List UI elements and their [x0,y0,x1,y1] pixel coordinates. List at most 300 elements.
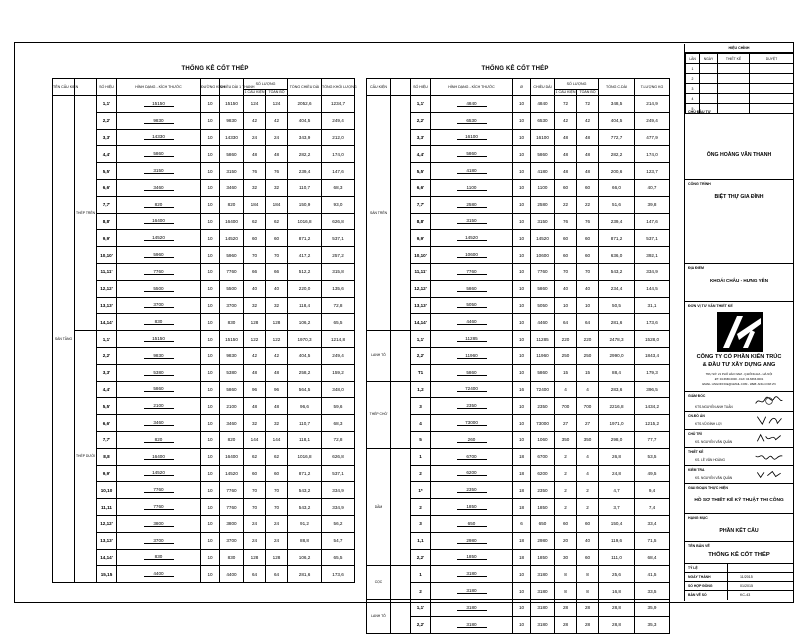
cell: 10 [513,566,531,583]
cell: 18 [513,448,531,465]
table-row [53,431,355,448]
project-label: CÔNG TRÌNH [688,182,711,186]
bar-shape-length: 3150 [457,218,487,224]
col-header: 1 CẤU KIỆN [555,90,576,94]
cell: 22 [555,196,577,213]
table-row [53,549,355,566]
cell: 281,6 [288,566,322,583]
signature-role: KIỂM TRA [688,468,705,472]
cell: 10 [201,515,220,532]
cell: 10 [513,179,531,196]
bar-mark: 10,10' [97,247,117,264]
bar-mark: 12,12' [411,280,431,297]
cell: 10 [201,331,220,348]
cell: 2580 [531,196,555,213]
company-name-line2: & ĐẦU TƯ XÂY DỰNG ANG [702,362,776,368]
cell: 10 [201,482,220,499]
cell: 35,3 [635,616,670,633]
table-row [367,532,670,549]
bar-mark: 4,4' [411,146,431,163]
bar-shape-length: 3460 [144,185,174,191]
cell: 173,6 [322,566,355,583]
col-header: CHIỀU DÀI [531,79,555,96]
cell: 77,7 [635,431,670,448]
phase-label: GIAI ĐOẠN THỰC HIỆN [688,486,728,490]
bar-shape [117,566,201,583]
table-row [367,112,670,129]
cell: 16400 [220,213,244,230]
company-info: TRỤ SỞ: 21 PHỐ HÀO NAM - Q.ĐỐNG ĐA - HÀ NỘI [705,372,773,376]
table-row [367,549,670,566]
cell: 40 [577,280,599,297]
cell: 60 [266,230,288,247]
bar-mark: 14,14' [97,549,117,566]
table-row [53,465,355,482]
cell: 249,4 [635,112,670,129]
signature-icon [751,469,787,479]
cell: 18 [513,465,531,482]
bar-mark: 1 [411,566,431,583]
cell: 3150 [220,163,244,180]
group-label: CỌC [367,566,391,600]
owner-section [685,108,793,180]
cell: 68,3 [322,179,355,196]
cell: 3460 [220,179,244,196]
bar-shape-length: 14330 [144,134,174,140]
bar-shape-length: 820 [144,437,174,443]
cell: 26,8 [599,448,635,465]
group-label: SÀN TRÊN [367,96,391,331]
revision-title: HIỆU CHỈNH [728,46,750,50]
drawing-name-section [685,542,793,564]
cell: 1060 [531,431,555,448]
bar-shape-length: 72400 [457,386,487,392]
cell: 10 [201,314,220,331]
signature-name: KS. NGUYỄN VĂN QUÂN [695,476,733,480]
bar-shape [117,465,201,482]
cell: 72,8 [322,431,355,448]
cell: 18 [513,549,531,566]
cell: 830 [220,549,244,566]
revision-header: LẦN [686,54,700,64]
cell: 7760 [220,499,244,516]
col-header: SỐ HIỆU [97,79,117,96]
cell: 70 [555,263,577,280]
cell: 15 [577,364,599,381]
bar-mark: 13,13' [97,532,117,549]
col-header: T.LƯỢNG KG [635,79,670,96]
cell: 73000 [531,415,555,432]
bar-mark: 5,5' [97,398,117,415]
bar-mark: 8,8' [411,213,431,230]
cell: 3800 [220,515,244,532]
cell: 4400 [220,566,244,583]
col-header: 1 CẤU KIỆN [244,90,265,94]
col-header: SỐ LƯỢNG [244,79,288,90]
bar-mark: 1,1' [411,96,431,113]
bar-shape-length: 260 [457,437,487,443]
cell: 42 [244,112,266,129]
cell: 543,2 [599,263,635,280]
cell: 537,1 [322,465,355,482]
bar-shape-length: 14520 [144,235,174,241]
table-row [53,263,355,280]
bar-shape [117,364,201,381]
bar-shape-length: 4840 [457,101,487,107]
cell: 8 [577,583,599,600]
cell: 820 [220,431,244,448]
cell: 16 [513,381,531,398]
cell: 24,8 [599,465,635,482]
cell: 2 [577,499,599,516]
cell: 10 [201,129,220,146]
revision-header: THIẾT KẾ [718,54,750,64]
cell: 3180 [531,566,555,583]
revision-number: 2 [686,74,700,84]
cell: 33,4 [635,515,670,532]
cell: 10 [513,112,531,129]
cell: 72 [577,96,599,113]
cell: 3460 [220,415,244,432]
cell: 48 [266,398,288,415]
bar-shape-length: 3460 [144,420,174,426]
contract-label: SỐ HỢP ĐỒNG [688,584,713,588]
cell: 60 [244,230,266,247]
table-row [367,566,670,583]
bar-shape-length: 4400 [144,571,174,577]
cell: 239,4 [288,163,322,180]
cell: 7760 [220,482,244,499]
cell: 537,1 [322,230,355,247]
bar-mark: 1,1' [411,331,431,348]
cell: 122 [266,331,288,348]
bar-shape [431,465,513,482]
bar-mark: 5 [411,431,431,448]
bar-shape-length: 9830 [144,353,174,359]
cell: 200,6 [599,163,635,180]
bar-shape-length: 5860 [144,151,174,157]
cell: 417,2 [288,247,322,264]
cell: 76 [555,213,577,230]
bar-shape-length: 11285 [457,336,487,342]
cell: 220,0 [288,280,322,297]
cell: 8 [555,583,577,600]
company-name-line1: CÔNG TY CỔ PHẦN KIẾN TRÚC [696,354,782,360]
table-row [53,381,355,398]
cell: 40 [555,280,577,297]
cell: 91,2 [288,515,322,532]
cell: 184 [266,196,288,213]
cell: 4 [577,465,599,482]
col-header: TỔNG CHIỀU DÀI [288,79,322,96]
bar-shape [431,364,513,381]
cell: 700 [577,398,599,415]
table-row [367,398,670,415]
signature-icon [751,451,787,461]
cell: 76 [266,163,288,180]
cell: 70 [266,499,288,516]
bar-shape [117,112,201,129]
cell: 62 [244,213,266,230]
bar-shape [431,331,513,348]
cell: 2 [555,482,577,499]
bar-shape-length: 4180 [457,168,487,174]
bar-mark: 2 [411,583,431,600]
table-row [367,599,670,616]
cell: 2990,0 [599,347,635,364]
owner-name: ÔNG HOÀNG VĂN THANH [706,152,772,158]
cell: 1528,0 [635,331,670,348]
cell: 2350 [531,482,555,499]
cell: 24 [266,129,288,146]
cell: 59,6 [322,398,355,415]
phase-name: HỒ SƠ THIẾT KẾ KỸ THUẬT THI CÔNG [694,498,784,503]
table-row [367,347,670,364]
cell: 1850 [531,499,555,516]
cell: 2100 [220,398,244,415]
table-row [367,247,670,264]
cell: 6 [513,515,531,532]
cell: 56,2 [322,515,355,532]
cell: 122 [244,331,266,348]
bar-shape [431,263,513,280]
revision-number: 5 [686,104,700,114]
bar-mark: 7,7' [411,196,431,213]
bar-mark: 12,12' [97,515,117,532]
bar-shape-length: 73000 [457,420,487,426]
bar-shape [431,146,513,163]
cell: 343,9 [288,129,322,146]
cell: 144 [266,431,288,448]
sheet-row [685,591,793,600]
cell: 76 [244,163,266,180]
bar-shape [431,499,513,516]
signature-row [685,466,793,484]
bar-mark: 13,13' [97,297,117,314]
bar-shape [431,314,513,331]
bar-shape-length: 650 [457,521,487,527]
signature-role: GIÁM ĐỐC [688,394,706,398]
signature-name: KS. NGUYỄN VĂN QUÂN [695,440,733,444]
signature-name: KTS.NGUYỄN ANH TUẤN [695,405,733,409]
cell: 10 [201,566,220,583]
signature-row [685,392,793,412]
cell: 10 [201,398,220,415]
bar-shape-length: 15150 [144,336,174,342]
cell: 128 [266,549,288,566]
cell: 10 [513,599,531,616]
cell: 150,4 [599,515,635,532]
cell: 159,2 [322,364,355,381]
bar-mark: 15,15 [97,566,117,583]
bar-shape-length: 1100 [457,185,487,191]
cell: 10 [513,213,531,230]
cell: 404,5 [288,347,322,364]
cell: 65,5 [322,549,355,566]
cell: 22 [577,196,599,213]
cell: 5860 [220,146,244,163]
cell: 2980 [531,532,555,549]
cell: 42 [577,112,599,129]
table-row [53,179,355,196]
group-label: LANH TÔ [367,331,391,381]
cell: 10 [513,146,531,163]
cell: 42 [266,347,288,364]
bar-shape-length: 5860 [144,386,174,392]
cell: 10 [555,297,577,314]
cell: 1970,3 [288,331,322,348]
cell: 700 [555,398,577,415]
cell: 88,4 [599,364,635,381]
cell: 564,5 [288,381,322,398]
cell: 48 [577,146,599,163]
cell: 10 [513,347,531,364]
cell: 135,6 [322,280,355,297]
cell: 64 [244,566,266,583]
col-header: TOÀN BỘ [577,90,599,96]
bar-shape-length: 3180 [457,588,487,594]
bar-shape-length: 2980 [457,538,487,544]
cell: 5380 [220,364,244,381]
table-row [53,347,355,364]
bar-shape-length: 16100 [457,134,487,140]
cell: 42 [266,112,288,129]
table-row [53,96,355,113]
cell: 10 [201,263,220,280]
cell: 10 [513,263,531,280]
cell: 10 [513,129,531,146]
cell: 48 [244,146,266,163]
bar-shape-length: 2350 [457,403,487,409]
cell: 40 [577,532,599,549]
bar-mark: 5,5' [411,163,431,180]
cell: 48 [577,163,599,180]
bar-mark: 3 [411,398,431,415]
bar-shape [117,431,201,448]
table-row [367,431,670,448]
date-label: NGÀY THÀNH [688,575,711,579]
cell: 24 [266,515,288,532]
cell: 626,8 [322,213,355,230]
cell: 60 [266,465,288,482]
cell: 15 [555,364,577,381]
cell: 2 [577,482,599,499]
col-header: TOÀN BỘ [266,90,288,96]
cell: 10 [577,297,599,314]
cell: 315,8 [322,263,355,280]
cell: 3180 [531,583,555,600]
cell: 5860 [531,364,555,381]
cell: 124 [244,96,266,113]
cell: 48 [555,129,577,146]
bar-shape [117,146,201,163]
bar-shape [117,129,201,146]
bar-shape [431,163,513,180]
bar-mark: 7,7' [97,196,117,213]
owner-label: CHỦ ĐẦU TƯ [688,110,711,114]
bar-mark: 11,11' [411,263,431,280]
cell: 6200 [531,465,555,482]
cell: 772,7 [599,129,635,146]
table-row [53,230,355,247]
drawing-name: THỐNG KÊ CỐT THÉP [708,552,770,558]
left-steel-table [52,78,355,583]
cell: 15150 [220,96,244,113]
cell: 3,7 [599,499,635,516]
cell: 4 [577,448,599,465]
cell: 15150 [220,331,244,348]
bar-shape [117,263,201,280]
bar-shape-length: 7760 [144,487,174,493]
cell: 10 [201,297,220,314]
bar-shape [117,297,201,314]
cell: 66,0 [599,179,635,196]
cell: 64 [266,566,288,583]
table-row [53,196,355,213]
table-row [367,96,670,113]
bar-shape [117,398,201,415]
col-header: CẤU KIỆN [367,79,391,96]
bar-shape-length: 5500 [144,286,174,292]
cell: 9,4 [635,482,670,499]
cell: 147,6 [635,213,670,230]
right-steel-table [366,78,670,634]
bar-shape-length: 3700 [144,302,174,308]
date-row [685,573,793,582]
cell: 60 [555,230,577,247]
bar-mark: 7,7' [97,431,117,448]
cell: 10 [201,465,220,482]
group-label: DẦM [367,448,391,566]
bar-shape-length: 3180 [457,622,487,628]
cell: 128 [244,314,266,331]
bar-shape-length: 5860 [457,151,487,157]
cell: 8 [555,566,577,583]
cell: 33,5 [635,583,670,600]
cell: 10 [201,179,220,196]
cell: 1434,2 [635,398,670,415]
scale-row [685,564,793,573]
cell: 28 [577,616,599,633]
signature-row [685,412,793,430]
bar-mark: 2 [411,499,431,516]
cell: 6700 [531,448,555,465]
table-row [367,230,670,247]
cell: 820 [220,196,244,213]
bar-shape-length: 11960 [457,353,487,359]
cell: 62 [266,448,288,465]
table-row [53,129,355,146]
cell: 28,8 [599,616,635,633]
bar-shape [431,431,513,448]
cell: 31,1 [635,297,670,314]
table-row [367,381,670,398]
cell: 88,8 [288,532,322,549]
bar-shape [431,129,513,146]
cell: 60 [555,247,577,264]
cell: 10 [201,549,220,566]
bar-shape [431,583,513,600]
cell: 5050 [531,297,555,314]
bar-shape-length: 15150 [144,101,174,107]
cell: 147,6 [322,163,355,180]
cell: 10 [201,96,220,113]
bar-shape-length: 3180 [457,571,487,577]
cell: 2 [555,499,577,516]
signature-name: KS. LÊ VĂN HOÀNG [695,458,725,462]
title-block [684,44,793,601]
cell: 10 [513,431,531,448]
